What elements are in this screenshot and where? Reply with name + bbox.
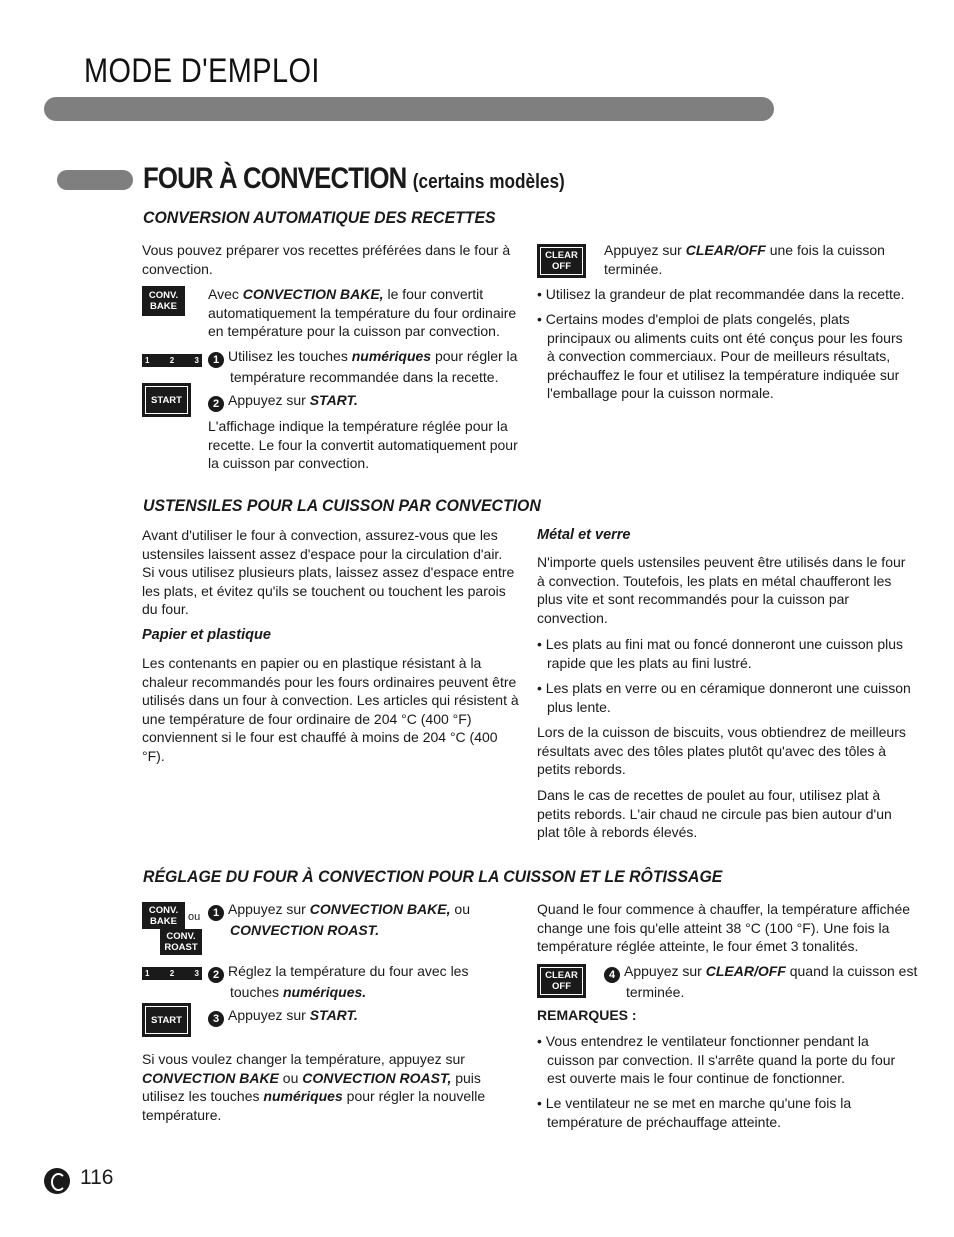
lg-logo-icon bbox=[44, 1168, 70, 1194]
step-number-icon: 2 bbox=[208, 967, 224, 983]
papier-heading: Papier et plastique bbox=[142, 627, 271, 643]
conversion-bullet-2: • Certains modes d'emploi de plats congelés, plats principaux ou aliments cuits ont été conçus pour les fours à convection commerciaux. Pour de meilleurs résultats, préchauffez le four et utilisez la température indiquée sur l'emballage pour la cuisson normale. bbox=[537, 311, 903, 402]
step-number-icon: 4 bbox=[604, 967, 620, 983]
reglage-change-text: Si vous voulez changer la température, appuyez sur CONVECTION BAKE ou CONVECTION ROAST, puis utilisez les touches numériques pour régler la nouvelle température. bbox=[142, 1051, 486, 1123]
papier-text: Les contenants en papier ou en plastique résistant à la chaleur recommandés pour les fours ordinaires peuvent être utilisés dans un four à convection. Les articles qui résistent à une température de four ordinaire de 204 °C (400 °F) conviennent si le four est chauffé à moins de 204 °C (400 °F). bbox=[142, 655, 519, 764]
remarque-2: • Le ventilateur ne se met en marche qu'une fois la température de préchauffage atteinte. bbox=[537, 1095, 852, 1130]
reglage-step1: 1 Appuyez sur CONVECTION BAKE, ou CONVECTION ROAST. bbox=[208, 900, 520, 940]
biscuits-text: Lors de la cuisson de biscuits, vous obtiendrez de meilleurs résultats avec des tôles plates plutôt qu'avec des tôles à petits rebords. bbox=[537, 724, 906, 778]
clear-off-button: CLEAR OFF bbox=[537, 964, 586, 998]
conversion-clear-text: Appuyez sur CLEAR/OFF une fois la cuisson terminée. bbox=[604, 242, 885, 277]
ou-label: ou bbox=[188, 911, 201, 923]
reglage-step4: 4 Appuyez sur CLEAR/OFF quand la cuisson est terminée. bbox=[604, 962, 926, 1002]
page-title: MODE D'EMPLOI bbox=[84, 52, 320, 90]
page-number: 116 bbox=[80, 1166, 114, 1189]
metal-text: N'importe quels ustensiles peuvent être utilisés dans le four à convection. Toutefois, les plats en métal chaufferont les plus vite et sont recommandés pour la cuisson par convection. bbox=[537, 554, 906, 626]
section-title-sub: (certains modèles) bbox=[412, 171, 565, 193]
conv-bake-text: Avec CONVECTION BAKE, le four convertit automatiquement la température du four ordinaire en température pour la cuisson par convection. bbox=[208, 286, 517, 340]
reglage-heading: RÉGLAGE DU FOUR À CONVECTION POUR LA CUISSON ET LE RÔTISSAGE bbox=[143, 868, 723, 886]
ustensiles-heading: USTENSILES POUR LA CUISSON PAR CONVECTION bbox=[143, 497, 541, 515]
start-button: START bbox=[142, 1003, 191, 1037]
conversion-bullet-1: • Utilisez la grandeur de plat recommandée dans la recette. bbox=[537, 286, 905, 302]
remarque-1: • Vous entendrez le ventilateur fonctionner pendant la cuisson par convection. Il s'arrête quand la porte du four est ouverte mais le four continue de fonctionner. bbox=[537, 1033, 896, 1087]
conversion-step1: 1 Utilisez les touches numériques pour régler la température recommandée dans la recette. bbox=[208, 347, 542, 387]
step-number-icon: 1 bbox=[208, 352, 224, 368]
numeric-keypad-icon: 1 2 3 bbox=[142, 967, 202, 980]
section-pill bbox=[57, 170, 133, 190]
step-number-icon: 3 bbox=[208, 1011, 224, 1027]
step-number-icon: 1 bbox=[208, 905, 224, 921]
reglage-step3: 3 Appuyez sur START. bbox=[208, 1006, 498, 1027]
numeric-keypad-icon: 1 2 3 bbox=[142, 354, 202, 367]
section-title-main: FOUR À CONVECTION bbox=[143, 162, 407, 195]
header-bar bbox=[44, 97, 774, 121]
conversion-step2: 2 Appuyez sur START. bbox=[208, 391, 520, 412]
step-number-icon: 2 bbox=[208, 396, 224, 412]
start-button: START bbox=[142, 383, 191, 417]
conv-bake-button: CONV. BAKE bbox=[142, 902, 185, 929]
ustensiles-intro: Avant d'utiliser le four à convection, assurez-vous que les ustensiles laissent assez d'espace pour la circulation d'air. Si vous utilisez plusieurs plats, laissez assez d'espace entre les plats, et évitez qu'ils se touchent ou touchent les parois du four. bbox=[142, 527, 515, 618]
remarques-label: REMARQUES : bbox=[537, 1007, 637, 1023]
metal-bullet-1: • Les plats au fini mat ou foncé donneront une cuisson plus rapide que les plats au fini lustré. bbox=[537, 636, 904, 671]
section-title bbox=[143, 162, 565, 196]
conversion-intro: Vous pouvez préparer vos recettes préférées dans le four à convection. bbox=[142, 242, 511, 277]
metal-heading: Métal et verre bbox=[537, 527, 631, 543]
reglage-step2: 2 Réglez la température du four avec les touches numériques. bbox=[208, 962, 520, 1002]
conversion-display-text: L'affichage indique la température réglée pour la recette. Le four la convertit automatiquement pour la cuisson par convection. bbox=[208, 418, 518, 472]
conversion-heading: CONVERSION AUTOMATIQUE DES RECETTES bbox=[143, 209, 496, 227]
poulet-text: Dans le cas de recettes de poulet au four, utilisez plat à petits rebords. L'air chaud ne circule pas bien autour d'un plat tôle à rebords élevés. bbox=[537, 787, 892, 841]
conv-bake-button: CONV. BAKE bbox=[142, 286, 185, 316]
preheat-text: Quand le four commence à chauffer, la température affichée change une fois qu'elle atteint 38 °C (100 °F). Une fois la température réglée atteinte, le four émet 3 tonalités. bbox=[537, 901, 911, 955]
clear-off-button: CLEAR OFF bbox=[537, 244, 586, 278]
metal-bullet-2: • Les plats en verre ou en céramique donneront une cuisson plus lente. bbox=[537, 680, 911, 715]
conv-roast-button: CONV. ROAST bbox=[160, 929, 202, 955]
